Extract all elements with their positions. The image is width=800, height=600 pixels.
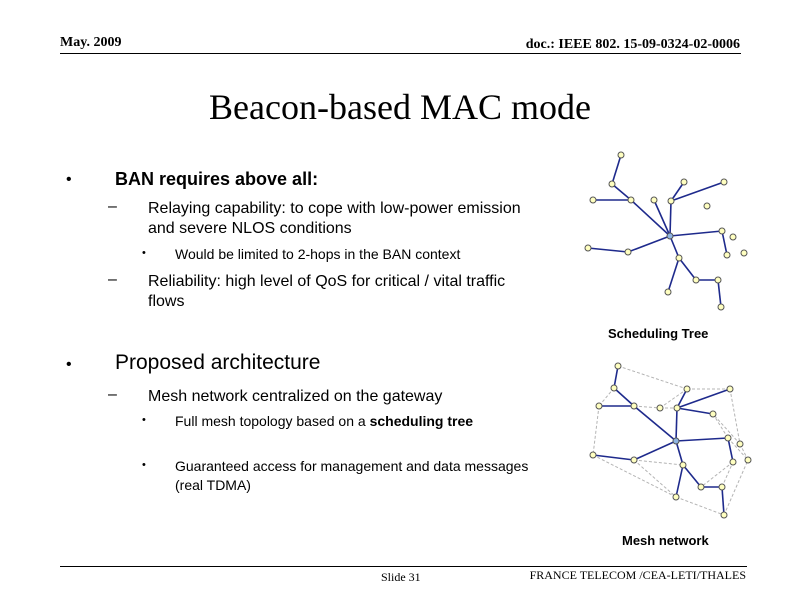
- mesh-network-diagram: [590, 363, 751, 518]
- sensor-node: [673, 494, 679, 500]
- tree-link: [718, 280, 721, 307]
- sensor-node: [665, 289, 671, 295]
- tree-link: [676, 438, 728, 441]
- sensor-node: [628, 197, 634, 203]
- sensor-node: [609, 181, 615, 187]
- tree-link: [670, 236, 679, 258]
- sensor-node: [611, 385, 617, 391]
- dash-marker: –: [108, 386, 117, 403]
- tree-link: [631, 200, 670, 236]
- section-heading-ban: BAN requires above all:: [115, 169, 319, 189]
- tree-link: [676, 465, 683, 497]
- sensor-node: [719, 484, 725, 490]
- tree-link: [588, 248, 628, 252]
- slide-title: Beacon-based MAC mode: [209, 87, 591, 127]
- sensor-node: [721, 512, 727, 518]
- tree-link: [654, 200, 670, 236]
- sensor-node: [730, 459, 736, 465]
- mesh-link: [701, 462, 733, 487]
- gateway-node: [673, 438, 679, 444]
- sensor-node: [704, 203, 710, 209]
- sensor-node: [590, 452, 596, 458]
- sensor-node: [674, 405, 680, 411]
- scheduling-tree-diagram: [585, 152, 747, 310]
- sensor-node: [698, 484, 704, 490]
- sensor-node: [631, 457, 637, 463]
- mesh-link: [676, 497, 724, 515]
- sensor-node: [725, 435, 731, 441]
- sensor-node: [618, 152, 624, 158]
- sensor-node: [676, 255, 682, 261]
- tree-link: [634, 441, 676, 460]
- dot-marker: •: [142, 414, 146, 426]
- sensor-node: [631, 403, 637, 409]
- footer-company: FRANCE TELECOM /CEA-LETI/THALES: [529, 568, 746, 582]
- sensor-node: [668, 198, 674, 204]
- sensor-node: [721, 179, 727, 185]
- subitem-guaranteed-access: Guaranteed access for management and data messages (real TDMA): [175, 458, 529, 493]
- sensor-node: [585, 245, 591, 251]
- sensor-node: [680, 462, 686, 468]
- sensor-node: [681, 179, 687, 185]
- item-reliability: Reliability: high level of QoS for critical / vital traffic flows: [148, 273, 506, 310]
- item-mesh-network: Mesh network centralized on the gateway: [148, 388, 443, 405]
- mesh-link: [730, 389, 740, 444]
- dash-marker: –: [108, 198, 117, 215]
- sensor-node: [710, 411, 716, 417]
- sensor-node: [727, 386, 733, 392]
- sensor-node: [730, 234, 736, 240]
- dot-marker: •: [142, 247, 146, 259]
- tree-link: [670, 201, 671, 236]
- mesh-link: [599, 388, 614, 406]
- tree-link: [683, 465, 701, 487]
- mesh-link: [724, 460, 748, 515]
- tree-link: [670, 231, 722, 236]
- footer-divider: [60, 566, 747, 567]
- bullet-marker: •: [66, 356, 72, 373]
- sensor-node: [657, 405, 663, 411]
- sensor-node: [651, 197, 657, 203]
- subitem-full-mesh-text: Full mesh topology based on a: [175, 413, 370, 429]
- sensor-node: [718, 304, 724, 310]
- mesh-link: [634, 460, 683, 465]
- sensor-node: [741, 250, 747, 256]
- dot-marker: •: [142, 459, 146, 471]
- tree-link: [671, 182, 724, 201]
- tree-link: [722, 231, 727, 255]
- mesh-link: [713, 414, 728, 438]
- tree-link: [593, 455, 634, 460]
- tree-link: [628, 236, 670, 252]
- sensor-node: [737, 441, 743, 447]
- tree-link: [676, 408, 677, 441]
- slide-number: Slide 31: [381, 570, 421, 584]
- sensor-node: [625, 249, 631, 255]
- tree-link: [722, 487, 724, 515]
- section-heading-architecture: Proposed architecture: [115, 351, 321, 374]
- tree-link: [668, 258, 679, 292]
- sensor-node: [724, 252, 730, 258]
- tree-link: [614, 388, 634, 406]
- subitem-full-mesh-bold: scheduling tree: [369, 413, 474, 429]
- mesh-network-caption: Mesh network: [622, 533, 709, 548]
- item-relaying: Relaying capability: to cope with low-power emission and severe NLOS conditions: [148, 200, 521, 237]
- sensor-node: [684, 386, 690, 392]
- header-doc-id: doc.: IEEE 802. 15-09-0324-02-0006: [525, 37, 740, 52]
- sensor-node: [745, 457, 751, 463]
- tree-link: [612, 184, 631, 200]
- tree-link: [612, 155, 621, 184]
- subitem-hops: Would be limited to 2-hops in the BAN context: [175, 246, 461, 262]
- sensor-node: [693, 277, 699, 283]
- mesh-link: [618, 366, 687, 389]
- sensor-node: [719, 228, 725, 234]
- tree-link: [634, 406, 676, 441]
- tree-link: [677, 408, 713, 414]
- mesh-link: [634, 406, 660, 408]
- mesh-link: [593, 406, 599, 455]
- tree-link: [728, 438, 733, 462]
- sensor-node: [715, 277, 721, 283]
- sensor-node: [596, 403, 602, 409]
- sensor-node: [615, 363, 621, 369]
- header-date: May. 2009: [60, 35, 122, 50]
- tree-link: [676, 441, 683, 465]
- bullet-marker: •: [66, 171, 72, 188]
- sensor-node: [590, 197, 596, 203]
- gateway-node: [667, 233, 673, 239]
- tree-link: [679, 258, 696, 280]
- dash-marker: –: [108, 271, 117, 288]
- scheduling-tree-caption: Scheduling Tree: [608, 326, 709, 341]
